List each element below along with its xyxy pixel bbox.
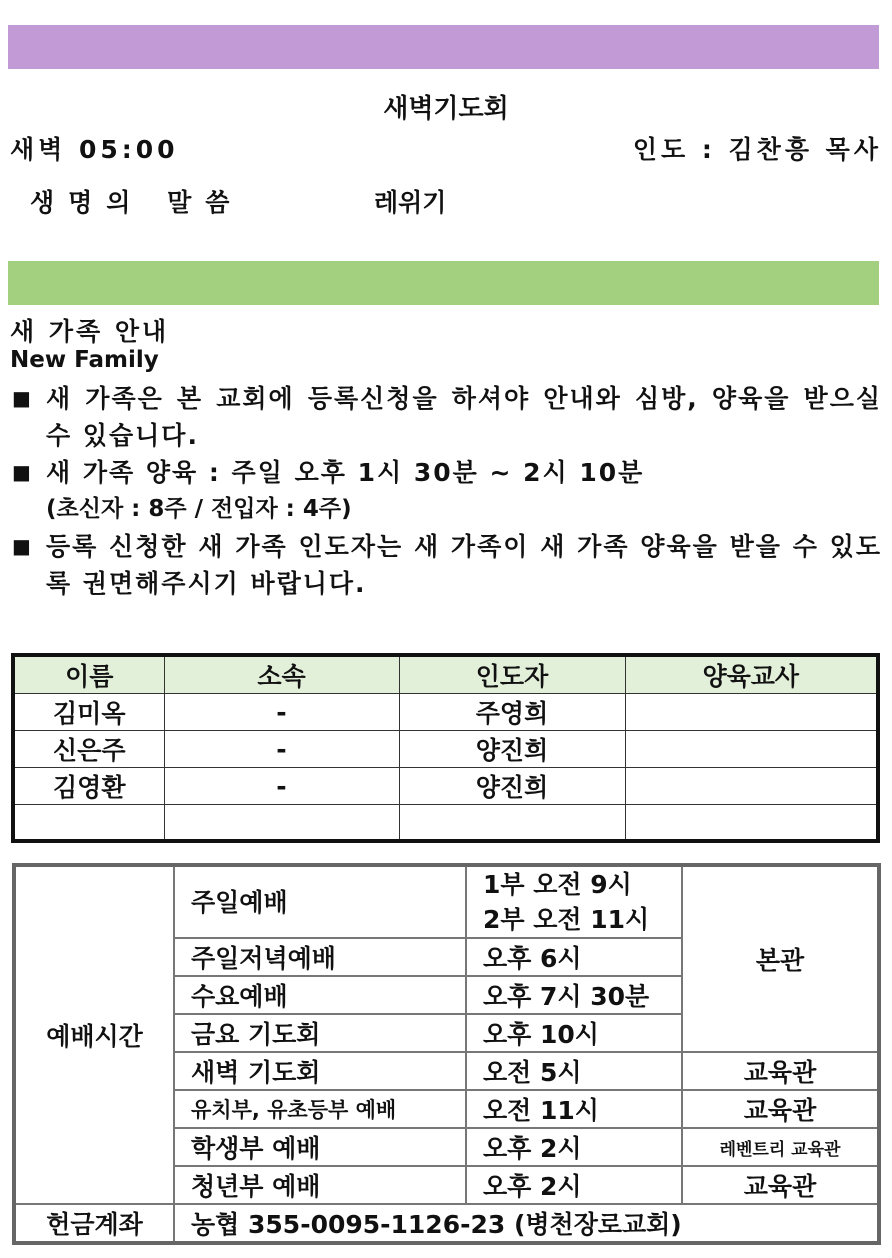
cell-name	[13, 805, 164, 842]
service-place-main: 본관	[682, 865, 879, 1052]
header-affiliation: 소속	[164, 655, 399, 694]
square-bullet-icon: ■	[12, 460, 33, 484]
new-family-notes	[10, 380, 882, 602]
service-place: 레벤트리 교육관	[682, 1128, 879, 1166]
header-name: 이름	[13, 655, 164, 694]
new-family-table	[11, 653, 880, 843]
table-row	[14, 865, 879, 938]
service-name: 주일저녁예배	[174, 938, 466, 976]
note-item	[10, 380, 882, 454]
note-text: 새 가족은 본 교회에 등록신청을 하셔야 안내와 심방, 양육을 받으실 수 있습니다.	[46, 384, 882, 450]
table-row	[13, 805, 878, 842]
cell-teacher	[625, 694, 878, 731]
cell-guide: 주영희	[399, 694, 625, 731]
cell-affiliation	[164, 805, 399, 842]
service-place: 교육관	[682, 1166, 879, 1204]
cell-name: 신은주	[13, 731, 164, 768]
service-times-table	[12, 863, 881, 1245]
green-divider-bar	[8, 261, 879, 305]
word-of-life-label: 생명의 말씀	[30, 188, 244, 217]
service-name: 청년부 예배	[174, 1166, 466, 1204]
service-time	[466, 865, 682, 938]
service-name: 금요 기도회	[174, 1014, 466, 1052]
service-place: 교육관	[682, 1052, 879, 1090]
purple-divider-bar	[8, 25, 879, 69]
service-time: 오후 2시	[466, 1128, 682, 1166]
cell-teacher	[625, 805, 878, 842]
new-family-heading-en: New Family	[10, 347, 159, 373]
table-row	[13, 694, 878, 731]
cell-name: 김영환	[13, 768, 164, 805]
service-time: 오후 2시	[466, 1166, 682, 1204]
cell-affiliation: -	[164, 694, 399, 731]
table-row	[14, 1204, 879, 1243]
offering-account-label: 헌금계좌	[14, 1204, 174, 1243]
service-name: 주일예배	[174, 865, 466, 938]
table-row	[13, 768, 878, 805]
dawn-prayer-leader: 인도 : 김찬흥 목사	[632, 135, 882, 164]
service-name: 유치부, 유초등부 예배	[174, 1090, 466, 1128]
new-family-heading: 새 가족 안내	[10, 317, 170, 346]
offering-account-number: 농협 355-0095-1126-23 (병천장로교회)	[174, 1204, 879, 1243]
cell-teacher	[625, 731, 878, 768]
dawn-prayer-time: 새벽 05:00	[10, 135, 179, 164]
service-time: 오전 5시	[466, 1052, 682, 1090]
square-bullet-icon: ■	[12, 386, 33, 410]
cell-affiliation: -	[164, 731, 399, 768]
cell-name: 김미옥	[13, 694, 164, 731]
table-row	[13, 731, 878, 768]
service-time-first: 1부 오전 9시	[483, 870, 632, 899]
service-time: 오후 6시	[466, 938, 682, 976]
service-time: 오후 10시	[466, 1014, 682, 1052]
service-times-label: 예배시간	[14, 865, 174, 1204]
service-time: 오후 7시 30분	[466, 976, 682, 1014]
note-subtext: (초신자 : 8주 / 전입자 : 4주)	[46, 496, 352, 522]
service-time: 오전 11시	[466, 1090, 682, 1128]
service-name: 학생부 예배	[174, 1128, 466, 1166]
table-header-row	[13, 655, 878, 694]
header-teacher: 양육교사	[625, 655, 878, 694]
note-item	[10, 528, 882, 602]
word-of-life-book: 레위기	[374, 188, 447, 217]
cell-teacher	[625, 768, 878, 805]
cell-affiliation: -	[164, 768, 399, 805]
dawn-prayer-title: 새벽기도회	[383, 94, 509, 124]
note-text: 새 가족 양육 : 주일 오후 1시 30분 ~ 2시 10분	[46, 458, 645, 487]
note-text: 등록 신청한 새 가족 인도자는 새 가족이 새 가족 양육을 받을 수 있도록 권면해주시기 바랍니다.	[46, 532, 882, 598]
service-name: 새벽 기도회	[174, 1052, 466, 1090]
cell-guide	[399, 805, 625, 842]
note-item	[10, 454, 882, 528]
service-time-second: 2부 오전 11시	[483, 905, 650, 934]
cell-guide: 양진희	[399, 768, 625, 805]
service-place: 교육관	[682, 1090, 879, 1128]
square-bullet-icon: ■	[12, 534, 33, 558]
service-name: 수요예배	[174, 976, 466, 1014]
cell-guide: 양진희	[399, 731, 625, 768]
header-guide: 인도자	[399, 655, 625, 694]
